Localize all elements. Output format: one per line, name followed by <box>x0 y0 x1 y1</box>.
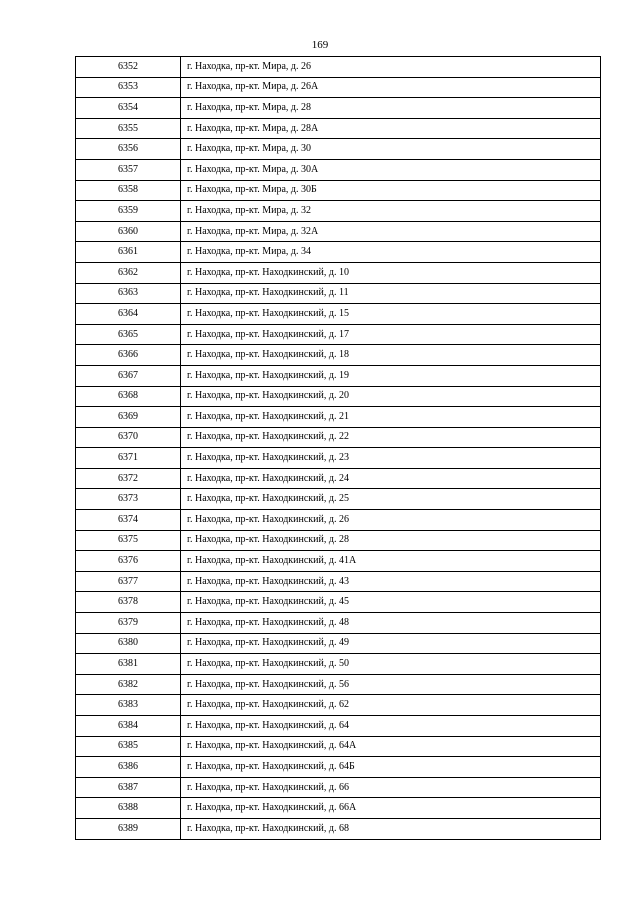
row-number-cell: 6355 <box>76 118 181 139</box>
table-row <box>76 818 601 839</box>
table-row <box>76 654 601 675</box>
row-number-cell: 6387 <box>76 777 181 798</box>
row-number-cell: 6365 <box>76 324 181 345</box>
address-cell: г. Находка, пр-кт. Находкинский, д. 43 <box>181 571 601 592</box>
address-cell: г. Находка, пр-кт. Находкинский, д. 45 <box>181 592 601 613</box>
address-cell: г. Находка, пр-кт. Находкинский, д. 66А <box>181 798 601 819</box>
address-cell: г. Находка, пр-кт. Находкинский, д. 22 <box>181 427 601 448</box>
row-number-cell: 6372 <box>76 468 181 489</box>
address-cell: г. Находка, пр-кт. Находкинский, д. 19 <box>181 365 601 386</box>
table-row <box>76 365 601 386</box>
row-number-cell: 6362 <box>76 262 181 283</box>
table-row <box>76 242 601 263</box>
address-cell: г. Находка, пр-кт. Мира, д. 28А <box>181 118 601 139</box>
row-number-cell: 6369 <box>76 407 181 428</box>
row-number-cell: 6367 <box>76 365 181 386</box>
address-cell: г. Находка, пр-кт. Находкинский, д. 41А <box>181 551 601 572</box>
row-number-cell: 6373 <box>76 489 181 510</box>
address-cell: г. Находка, пр-кт. Мира, д. 32 <box>181 201 601 222</box>
table-row <box>76 468 601 489</box>
table-row <box>76 407 601 428</box>
row-number-cell: 6386 <box>76 757 181 778</box>
row-number-cell: 6366 <box>76 345 181 366</box>
table-row <box>76 57 601 78</box>
row-number-cell: 6368 <box>76 386 181 407</box>
address-cell: г. Находка, пр-кт. Находкинский, д. 28 <box>181 530 601 551</box>
page-number: 169 <box>311 39 329 51</box>
table-row <box>76 716 601 737</box>
table-row <box>76 118 601 139</box>
address-cell: г. Находка, пр-кт. Мира, д. 26А <box>181 77 601 98</box>
table-row <box>76 304 601 325</box>
address-cell: г. Находка, пр-кт. Находкинский, д. 64 <box>181 716 601 737</box>
row-number-cell: 6370 <box>76 427 181 448</box>
table-row <box>76 283 601 304</box>
address-cell: г. Находка, пр-кт. Находкинский, д. 64Б <box>181 757 601 778</box>
address-cell: г. Находка, пр-кт. Находкинский, д. 56 <box>181 674 601 695</box>
table-row <box>76 324 601 345</box>
address-cell: г. Находка, пр-кт. Находкинский, д. 10 <box>181 262 601 283</box>
table-row <box>76 592 601 613</box>
table-row <box>76 571 601 592</box>
row-number-cell: 6388 <box>76 798 181 819</box>
row-number-cell: 6364 <box>76 304 181 325</box>
row-number-cell: 6358 <box>76 180 181 201</box>
table-row <box>76 551 601 572</box>
table-row <box>76 489 601 510</box>
table-row <box>76 798 601 819</box>
table-row <box>76 201 601 222</box>
table-row <box>76 757 601 778</box>
row-number-cell: 6360 <box>76 221 181 242</box>
row-number-cell: 6374 <box>76 510 181 531</box>
table-row <box>76 386 601 407</box>
address-cell: г. Находка, пр-кт. Находкинский, д. 49 <box>181 633 601 654</box>
row-number-cell: 6371 <box>76 448 181 469</box>
table-row <box>76 633 601 654</box>
row-number-cell: 6356 <box>76 139 181 160</box>
row-number-cell: 6384 <box>76 716 181 737</box>
row-number-cell: 6354 <box>76 98 181 119</box>
address-cell: г. Находка, пр-кт. Находкинский, д. 66 <box>181 777 601 798</box>
table-row <box>76 159 601 180</box>
address-cell: г. Находка, пр-кт. Мира, д. 26 <box>181 57 601 78</box>
row-number-cell: 6378 <box>76 592 181 613</box>
address-cell: г. Находка, пр-кт. Мира, д. 30 <box>181 139 601 160</box>
table-row <box>76 262 601 283</box>
address-table-body <box>76 57 601 840</box>
address-cell: г. Находка, пр-кт. Находкинский, д. 23 <box>181 448 601 469</box>
table-row <box>76 345 601 366</box>
row-number-cell: 6383 <box>76 695 181 716</box>
address-cell: г. Находка, пр-кт. Находкинский, д. 24 <box>181 468 601 489</box>
address-cell: г. Находка, пр-кт. Находкинский, д. 50 <box>181 654 601 675</box>
row-number-cell: 6361 <box>76 242 181 263</box>
table-row <box>76 98 601 119</box>
table-row <box>76 674 601 695</box>
address-cell: г. Находка, пр-кт. Мира, д. 34 <box>181 242 601 263</box>
address-cell: г. Находка, пр-кт. Находкинский, д. 25 <box>181 489 601 510</box>
address-cell: г. Находка, пр-кт. Находкинский, д. 26 <box>181 510 601 531</box>
row-number-cell: 6379 <box>76 613 181 634</box>
address-cell: г. Находка, пр-кт. Мира, д. 30Б <box>181 180 601 201</box>
row-number-cell: 6359 <box>76 201 181 222</box>
address-cell: г. Находка, пр-кт. Мира, д. 30А <box>181 159 601 180</box>
table-row <box>76 510 601 531</box>
row-number-cell: 6353 <box>76 77 181 98</box>
address-cell: г. Находка, пр-кт. Находкинский, д. 68 <box>181 818 601 839</box>
address-cell: г. Находка, пр-кт. Находкинский, д. 21 <box>181 407 601 428</box>
address-table <box>75 56 601 840</box>
table-row <box>76 695 601 716</box>
address-cell: г. Находка, пр-кт. Мира, д. 32А <box>181 221 601 242</box>
table-row <box>76 777 601 798</box>
row-number-cell: 6380 <box>76 633 181 654</box>
table-row <box>76 613 601 634</box>
table-row <box>76 736 601 757</box>
address-cell: г. Находка, пр-кт. Находкинский, д. 62 <box>181 695 601 716</box>
address-cell: г. Находка, пр-кт. Находкинский, д. 64А <box>181 736 601 757</box>
row-number-cell: 6357 <box>76 159 181 180</box>
address-cell: г. Находка, пр-кт. Мира, д. 28 <box>181 98 601 119</box>
table-row <box>76 221 601 242</box>
table-row <box>76 139 601 160</box>
row-number-cell: 6375 <box>76 530 181 551</box>
address-cell: г. Находка, пр-кт. Находкинский, д. 48 <box>181 613 601 634</box>
row-number-cell: 6363 <box>76 283 181 304</box>
row-number-cell: 6377 <box>76 571 181 592</box>
row-number-cell: 6352 <box>76 57 181 78</box>
row-number-cell: 6389 <box>76 818 181 839</box>
table-row <box>76 77 601 98</box>
row-number-cell: 6382 <box>76 674 181 695</box>
table-row <box>76 530 601 551</box>
row-number-cell: 6376 <box>76 551 181 572</box>
table-row <box>76 180 601 201</box>
table-row <box>76 448 601 469</box>
address-cell: г. Находка, пр-кт. Находкинский, д. 11 <box>181 283 601 304</box>
address-cell: г. Находка, пр-кт. Находкинский, д. 18 <box>181 345 601 366</box>
address-cell: г. Находка, пр-кт. Находкинский, д. 20 <box>181 386 601 407</box>
table-row <box>76 427 601 448</box>
address-cell: г. Находка, пр-кт. Находкинский, д. 17 <box>181 324 601 345</box>
address-cell: г. Находка, пр-кт. Находкинский, д. 15 <box>181 304 601 325</box>
row-number-cell: 6381 <box>76 654 181 675</box>
row-number-cell: 6385 <box>76 736 181 757</box>
